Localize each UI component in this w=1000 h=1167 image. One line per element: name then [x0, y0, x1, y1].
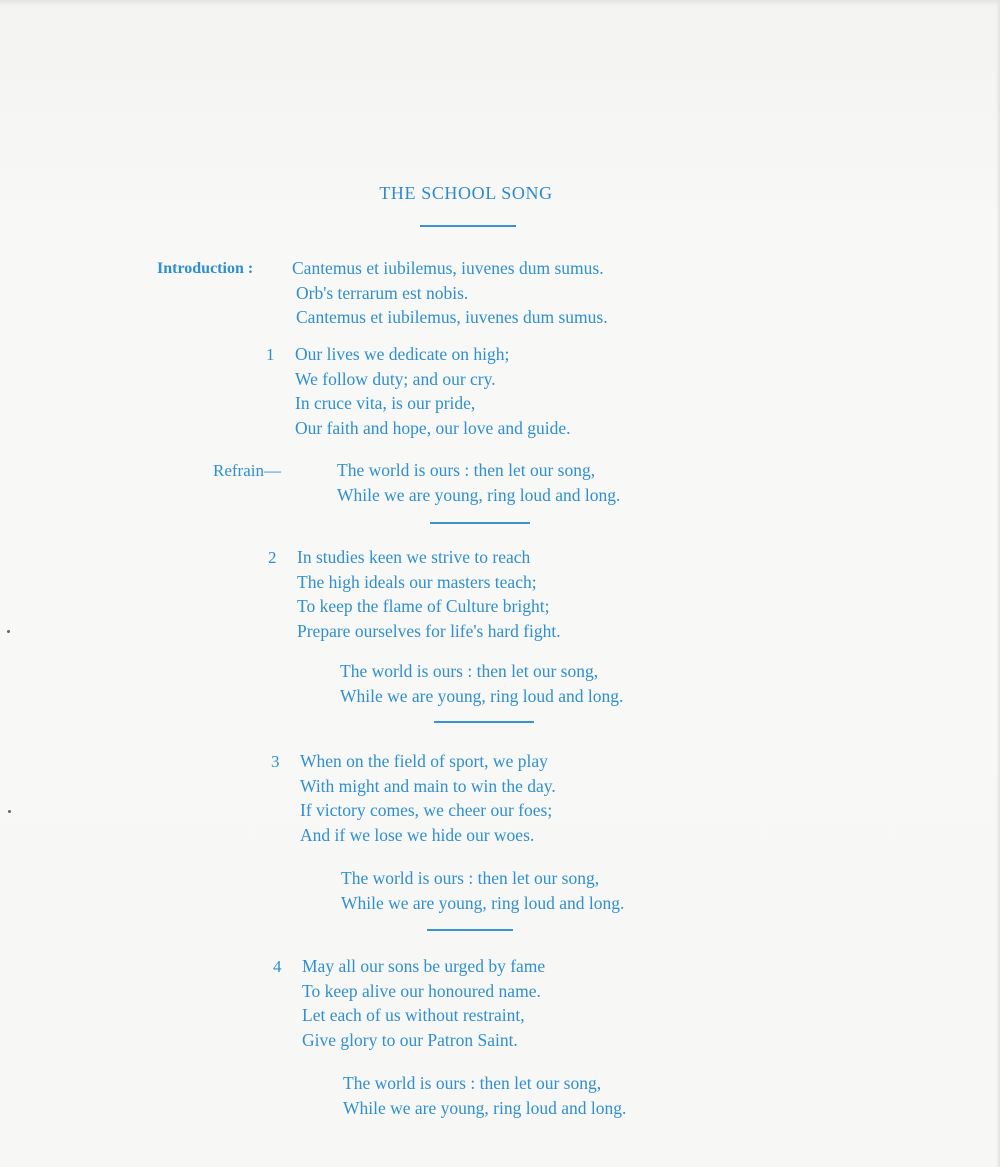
paper-top-edge	[0, 0, 1000, 6]
verse-lines	[295, 342, 571, 440]
page-title: THE SCHOOL SONG	[379, 183, 553, 203]
refrain-line: While we are young, ring loud and long.	[337, 484, 621, 505]
refrain-line: The world is ours : then let our song,	[340, 661, 599, 681]
verse-line: In cruce vita, is our pride,	[295, 393, 476, 413]
refrain-lines	[340, 659, 623, 708]
verse-line: Let each of us without restraint,	[302, 1005, 525, 1025]
refrain-lines	[343, 1071, 626, 1120]
introduction-lines	[292, 256, 608, 330]
refrain-lines	[341, 866, 624, 915]
verse-divider	[427, 929, 513, 931]
refrain-line: The world is ours : then let our song,	[337, 460, 596, 480]
verse-line: In studies keen we strive to reach	[297, 547, 531, 567]
verse-divider	[434, 721, 534, 723]
refrain-line: The world is ours : then let our song,	[343, 1073, 602, 1093]
verse-number: 1	[266, 345, 275, 364]
introduction-line: Cantemus et iubilemus, iuvenes dum sumus.	[292, 258, 604, 278]
verse-divider	[430, 522, 530, 524]
refrain-line: While we are young, ring loud and long.	[340, 685, 624, 706]
verse-line: With might and main to win the day.	[300, 775, 556, 796]
refrain-lines	[337, 458, 620, 507]
verse-line: And if we lose we hide our woes.	[300, 824, 535, 845]
paper-speck	[7, 630, 10, 633]
verse-line: We follow duty; and our cry.	[295, 368, 496, 389]
verse-line: Our lives we dedicate on high;	[295, 344, 510, 364]
introduction-line: Orb's terrarum est nobis.	[296, 282, 469, 303]
verse-line: Our faith and hope, our love and guide.	[295, 417, 571, 438]
verse-lines	[300, 749, 556, 847]
title-divider	[420, 225, 516, 227]
paper-right-edge	[996, 0, 1000, 1167]
verse-number: 2	[268, 548, 277, 567]
verse-line: When on the field of sport, we play	[300, 751, 548, 771]
verse-line: Give glory to our Patron Saint.	[302, 1029, 518, 1050]
verse-line: May all our sons be urged by fame	[302, 956, 546, 976]
refrain-line: While we are young, ring loud and long.	[343, 1097, 627, 1118]
verse-line: To keep the flame of Culture bright;	[297, 596, 550, 616]
introduction-line: Cantemus et iubilemus, iuvenes dum sumus.	[296, 307, 608, 327]
verse-lines	[302, 954, 545, 1052]
verse-lines	[297, 545, 561, 643]
verse-line: Prepare ourselves for life's hard fight.	[297, 620, 561, 641]
introduction-label: Introduction :	[157, 260, 254, 277]
verse-line: The high ideals our masters teach;	[297, 571, 537, 592]
refrain-line: While we are young, ring loud and long.	[341, 892, 625, 913]
verse-number: 4	[273, 957, 282, 976]
refrain-label: Refrain—	[213, 461, 281, 480]
verse-line: To keep alive our honoured name.	[302, 980, 541, 1001]
verse-number: 3	[271, 752, 280, 771]
verse-line: If victory comes, we cheer our foes;	[300, 800, 553, 820]
paper-speck	[8, 810, 11, 813]
refrain-line: The world is ours : then let our song,	[341, 868, 600, 888]
